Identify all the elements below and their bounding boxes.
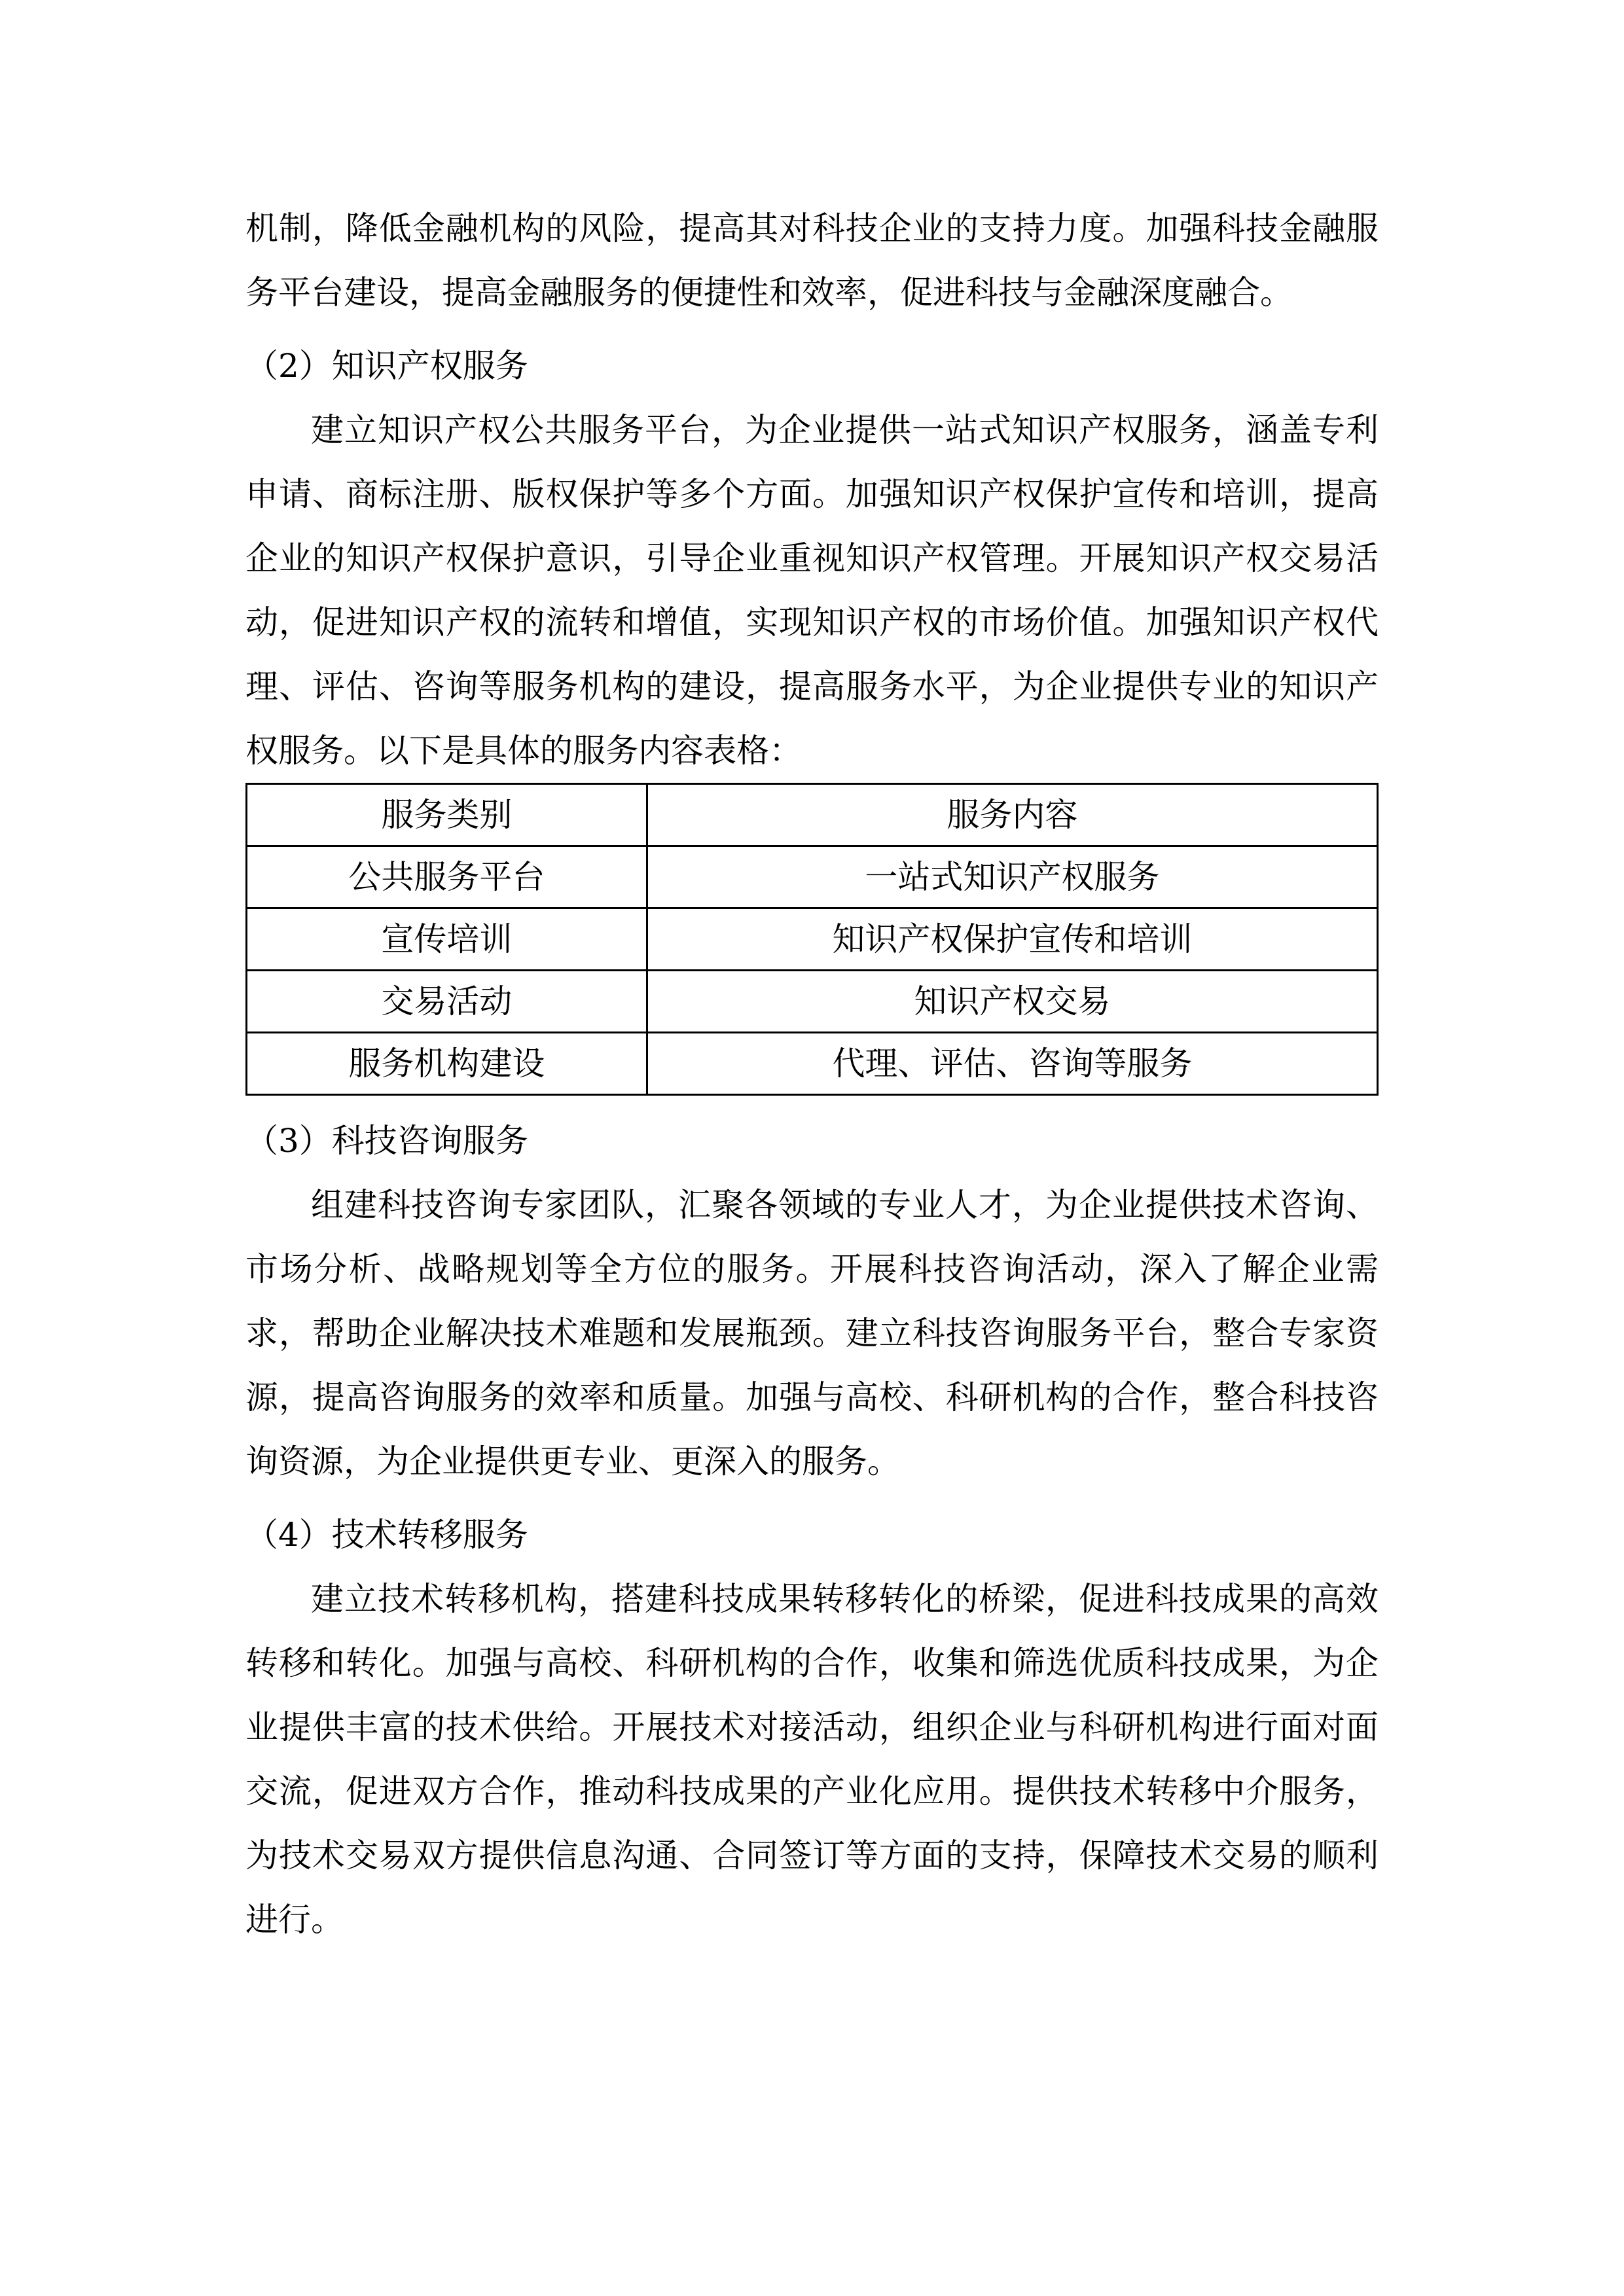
- service-content-table: [245, 783, 1379, 1096]
- paragraph-ip-services: 建立知识产权公共服务平台，为企业提供一站式知识产权服务，涵盖专利申请、商标注册、版权保护等多个方面。加强知识产权保护宣传和培训，提高企业的知识产权保护意识，引导企业重视知识产权管理。开展知识产权交易活动，促进知识产权的流转和增值，实现知识产权的市场价值。加强知识产权代理、评估、咨询等服务机构的建设，提高服务水平，为企业提供专业的知识产权服务。以下是具体的服务内容表格：: [245, 411, 1379, 770]
- table-cell-content: 代理、评估、咨询等服务: [647, 1033, 1377, 1095]
- table-cell-category: 宣传培训: [247, 908, 647, 971]
- table-header-service-category: 服务类别: [247, 784, 647, 846]
- table-cell-category: 服务机构建设: [247, 1033, 647, 1095]
- table-cell-category: 公共服务平台: [247, 846, 647, 908]
- section-heading-consulting-services: （3）科技咨询服务: [245, 1122, 528, 1160]
- table-row: [247, 846, 1378, 908]
- table-row: [247, 908, 1378, 971]
- section-heading-tech-transfer-services: （4）技术转移服务: [245, 1516, 528, 1554]
- table-header-service-content: 服务内容: [647, 784, 1377, 846]
- table-cell-content: 知识产权保护宣传和培训: [647, 908, 1377, 971]
- paragraph-finance-continuation: 机制，降低金融机构的风险，提高其对科技企业的支持力度。加强科技金融服务平台建设，提高金融服务的便捷性和效率，促进科技与金融深度融合。: [245, 209, 1379, 312]
- table-cell-content: 知识产权交易: [647, 971, 1377, 1033]
- table-cell-content: 一站式知识产权服务: [647, 846, 1377, 908]
- table-row: [247, 971, 1378, 1033]
- table-header-row: [247, 784, 1378, 846]
- paragraph-tech-transfer-services: 建立技术转移机构，搭建科技成果转移转化的桥梁，促进科技成果的高效转移和转化。加强与高校、科研机构的合作，收集和筛选优质科技成果，为企业提供丰富的技术供给。开展技术对接活动，组织企业与科研机构进行面对面交流，促进双方合作，推动科技成果的产业化应用。提供技术转移中介服务，为技术交易双方提供信息沟通、合同签订等方面的支持，保障技术交易的顺利进行。: [245, 1580, 1379, 1939]
- table-row: [247, 1033, 1378, 1095]
- paragraph-consulting-services: 组建科技咨询专家团队，汇聚各领域的专业人才，为企业提供技术咨询、市场分析、战略规划等全方位的服务。开展科技咨询活动，深入了解企业需求，帮助企业解决技术难题和发展瓶颈。建立科技咨询服务平台，整合专家资源，提高咨询服务的效率和质量。加强与高校、科研机构的合作，整合科技咨询资源，为企业提供更专业、更深入的服务。: [245, 1186, 1379, 1480]
- section-heading-ip-services: （2）知识产权服务: [245, 347, 528, 385]
- table-cell-category: 交易活动: [247, 971, 647, 1033]
